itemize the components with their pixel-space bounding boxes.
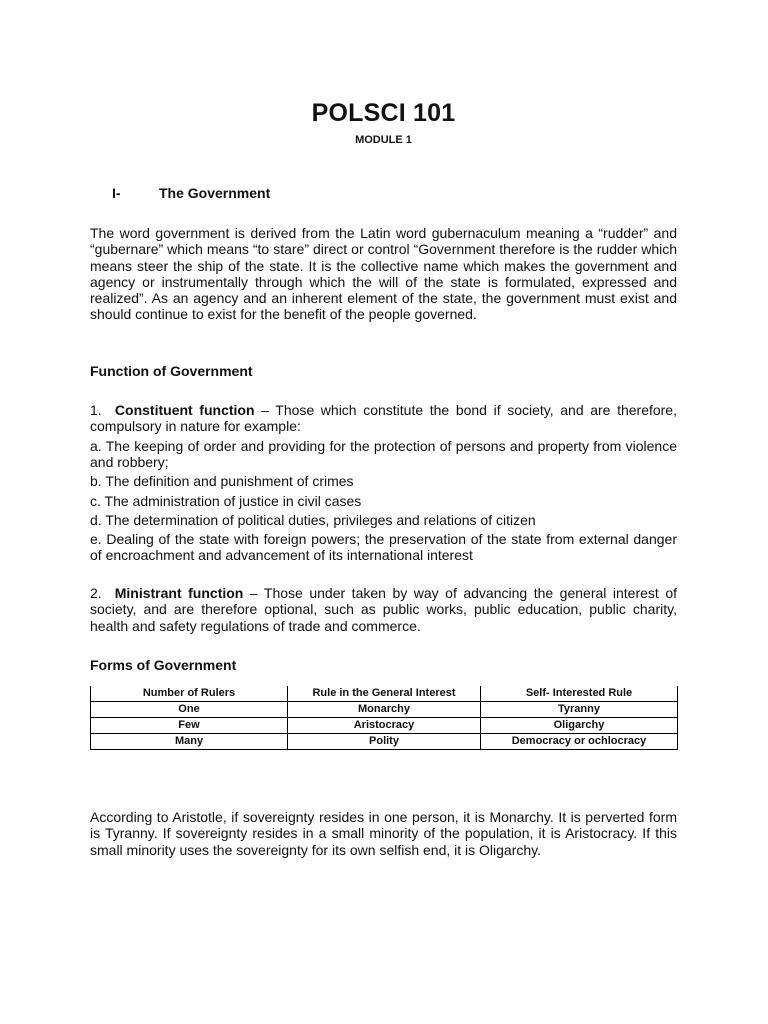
constituent-item-e: e. Dealing of the state with foreign powers; the preservation of the state from external danger of encroachment and advancement of its international interest <box>90 531 677 564</box>
ministrant-paragraph <box>90 585 677 634</box>
constituent-text: – Those which constitute the bond if society, and are therefore, compulsory in nature for example: <box>90 402 677 435</box>
table-row <box>91 718 678 734</box>
table-cell: Aristocracy <box>288 718 481 734</box>
section-number: I- <box>112 185 121 201</box>
table-cell: Few <box>91 718 288 734</box>
section-title: The Government <box>159 185 271 201</box>
ministrant-number: 2. <box>90 585 102 601</box>
constituent-term: Constituent function <box>114 402 255 418</box>
table-header-cell: Rule in the General Interest <box>288 686 481 702</box>
document-title: POLSCI 101 <box>311 99 456 127</box>
table-cell: Democracy or ochlocracy <box>481 734 678 750</box>
document-subtitle: MODULE 1 <box>355 134 412 146</box>
table-header-row <box>91 686 678 702</box>
table-row <box>91 734 678 750</box>
table-header-cell: Number of Rulers <box>91 686 288 702</box>
constituent-item-c: c. The administration of justice in civil cases <box>90 493 362 509</box>
forms-heading: Forms of Government <box>90 657 237 673</box>
table-cell: Monarchy <box>288 702 481 718</box>
ministrant-text: – Those under taken by way of advancing the general interest of society, and are therefore optional, such as public works, public education, public charity, health and safety regulations of trade and commerce. <box>90 585 677 634</box>
table-row <box>91 702 678 718</box>
table-cell: One <box>91 702 288 718</box>
table-cell: Many <box>91 734 288 750</box>
constituent-number: 1. <box>90 402 102 418</box>
closing-paragraph: According to Aristotle, if sovereignty resides in one person, it is Monarchy. It is perverted form is Tyranny. If sovereignty resides in a small minority of the population, it is Aristocracy. If this small minority uses the sovereignty for its own selfish end, it is Oligarchy. <box>90 809 677 858</box>
constituent-item-d: d. The determination of political duties, privileges and relations of citizen <box>90 512 536 528</box>
constituent-item-a: a. The keeping of order and providing for the protection of persons and property from violence and robbery; <box>90 438 677 471</box>
constituent-paragraph <box>90 402 677 435</box>
ministrant-term: Ministrant function <box>114 585 244 601</box>
table-cell: Tyranny <box>481 702 678 718</box>
table-cell: Polity <box>288 734 481 750</box>
table-header-cell: Self- Interested Rule <box>481 686 678 702</box>
constituent-item-b: b. The definition and punishment of crimes <box>90 473 354 489</box>
table-cell: Oligarchy <box>481 718 678 734</box>
forms-table <box>90 686 677 750</box>
intro-paragraph: The word government is derived from the Latin word gubernaculum meaning a “rudder” and “gubernare” which means “to stare” direct or control “Government therefore is the rudder which means steer the ship of the state. It is the collective name which makes the government and agency or instrumentally through which the will of the state is formulated, expressed and realized”. As an agency and an inherent element of the state, the government must exist and should continue to exist for the benefit of the people governed. <box>90 225 677 323</box>
function-heading: Function of Government <box>90 363 253 379</box>
section-heading <box>112 185 270 201</box>
